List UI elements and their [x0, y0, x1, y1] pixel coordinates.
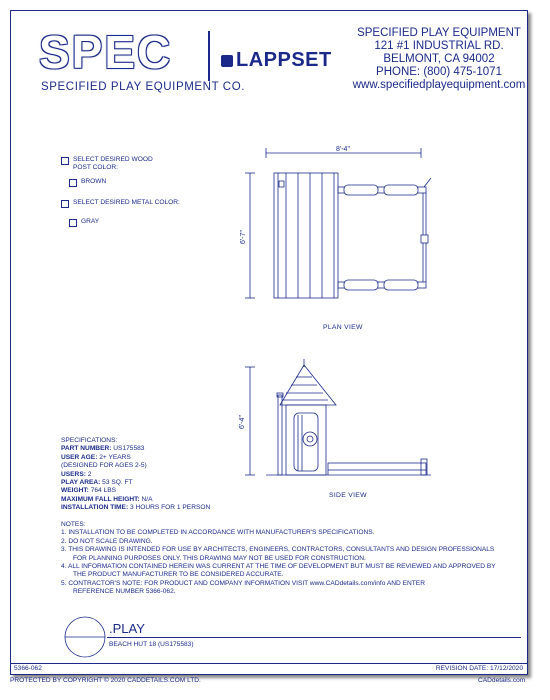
note-1: 1. INSTALLATION TO BE COMPLETED IN ACCORDANCE WITH MANUFACTURER'S SPECIFICATIONS.: [61, 529, 375, 537]
revision-date: REVISION DATE: 17/12/2020: [435, 665, 523, 672]
company-address: [351, 27, 527, 92]
brown-checkbox[interactable]: [69, 179, 77, 187]
plan-view-drawing: [236, 143, 436, 301]
header-divider: [208, 31, 210, 81]
company-name: SPECIFIED PLAY EQUIPMENT: [357, 27, 521, 39]
wood-label-1: SELECT DESIRED WOOD: [73, 156, 153, 163]
product-name: BEACH HUT 18 (US175583): [109, 641, 194, 648]
note-2: 2. DO NOT SCALE DRAWING.: [61, 537, 153, 545]
lappset-mark-icon: [221, 55, 233, 67]
gray-checkbox[interactable]: [69, 219, 77, 227]
note-4: 4. ALL INFORMATION CONTAINED HEREIN WAS CURRENT AT THE TIME OF DEVELOPMENT BUT MUST BE REVIEWED AND APPROVED BY: [61, 563, 496, 571]
title-rule: [107, 637, 521, 638]
address-line-2: BELMONT, CA 94002: [383, 53, 495, 65]
steering-wheel: [303, 432, 317, 446]
specifications: [61, 437, 210, 513]
user-age-label: USER AGE:: [61, 453, 98, 461]
copyright: PROTECTED BY COPYRIGHT © 2020 CADDETAILS.COM LTD.: [10, 677, 201, 684]
user-age: 2+ YEARS: [99, 453, 131, 461]
plan-view-caption: PLAN VIEW: [323, 324, 363, 331]
side-height-dimension: 6'-4": [239, 415, 246, 429]
drawing-sheet: [10, 10, 528, 675]
metal-label: SELECT DESIRED METAL COLOR:: [73, 199, 180, 206]
weight-label: WEIGHT:: [61, 487, 89, 495]
bench-side: [328, 463, 426, 470]
fall-height-label: MAXIMUM FALL HEIGHT:: [61, 495, 140, 503]
reference-number: 5366-062: [14, 665, 42, 672]
note-3-cont: FOR PLANNING PURPOSES ONLY. THIS DRAWING MAY NOT BE USED FOR CONSTRUCTION.: [73, 554, 366, 562]
notes-heading: NOTES:: [61, 521, 86, 528]
caddetails-link[interactable]: CADdetails.com: [478, 677, 526, 684]
part-label: PART NUMBER:: [61, 445, 112, 453]
spec-logo-subtitle: SPECIFIED PLAY EQUIPMENT CO.: [41, 81, 246, 93]
play-area: 53 SQ. FT: [102, 479, 133, 487]
series-name: .PLAY: [109, 621, 145, 636]
spec-heading: SPECIFICATIONS:: [61, 437, 118, 444]
wood-label-2: POST COLOR:: [73, 164, 118, 172]
note-3: 3. THIS DRAWING IS INTENDED FOR USE BY ARCHITECTS, ENGINEERS, CONTRACTORS, CONSULTANTS AND DESIGN PROFESSIONALS: [61, 546, 495, 554]
metal-color-checkbox[interactable]: [61, 200, 69, 208]
wood-color-option: [61, 156, 153, 187]
notes: [61, 521, 521, 597]
plan-width-dimension: 8'-4": [336, 146, 350, 153]
hut-plan: [274, 173, 338, 298]
website-link[interactable]: www.specifiedplayequipment.com: [352, 79, 526, 91]
users-label: USERS:: [61, 470, 86, 478]
title-circle: [63, 615, 107, 659]
note-4-cont: THE PRODUCT MANUFACTURER TO BE CONSIDERED ACCURATE.: [73, 571, 284, 579]
lappset-logo: [221, 49, 332, 72]
address-line-1: 121 #1 INDUSTRIAL RD.: [374, 40, 504, 52]
metal-color-option: [61, 199, 180, 227]
play-area-label: PLAY AREA:: [61, 479, 101, 487]
side-view-caption: SIDE VIEW: [329, 492, 367, 499]
wood-choice: BROWN: [81, 177, 107, 185]
users: 2: [87, 470, 92, 478]
note-5-cont: REFERENCE NUMBER 5366-062.: [73, 588, 176, 596]
footer-rule: [11, 663, 527, 664]
phone: PHONE: (800) 475-1071: [376, 66, 502, 78]
designed-ages: (DESIGNED FOR AGES 2-5): [61, 462, 147, 470]
plan-depth-dimension: 6'-7": [240, 230, 247, 244]
lappset-brand: LAPPSET: [236, 49, 332, 71]
note-5: 5. CONTRACTOR'S NOTE: FOR PRODUCT AND COMPANY INFORMATION VISIT www.CADdetails.com/info AND ENTER: [61, 579, 425, 587]
fall-height: N/A: [141, 495, 153, 503]
spec-logo: SPEC: [39, 26, 173, 78]
side-view-drawing: [236, 353, 436, 483]
install-time: 3 HOURS FOR 1 PERSON: [130, 504, 211, 512]
metal-choice: GRAY: [81, 218, 100, 225]
wood-color-checkbox[interactable]: [61, 157, 69, 165]
part-number: US175583: [113, 445, 145, 453]
install-time-label: INSTALLATION TIME:: [61, 504, 129, 512]
weight: 764 LBS: [90, 487, 116, 495]
